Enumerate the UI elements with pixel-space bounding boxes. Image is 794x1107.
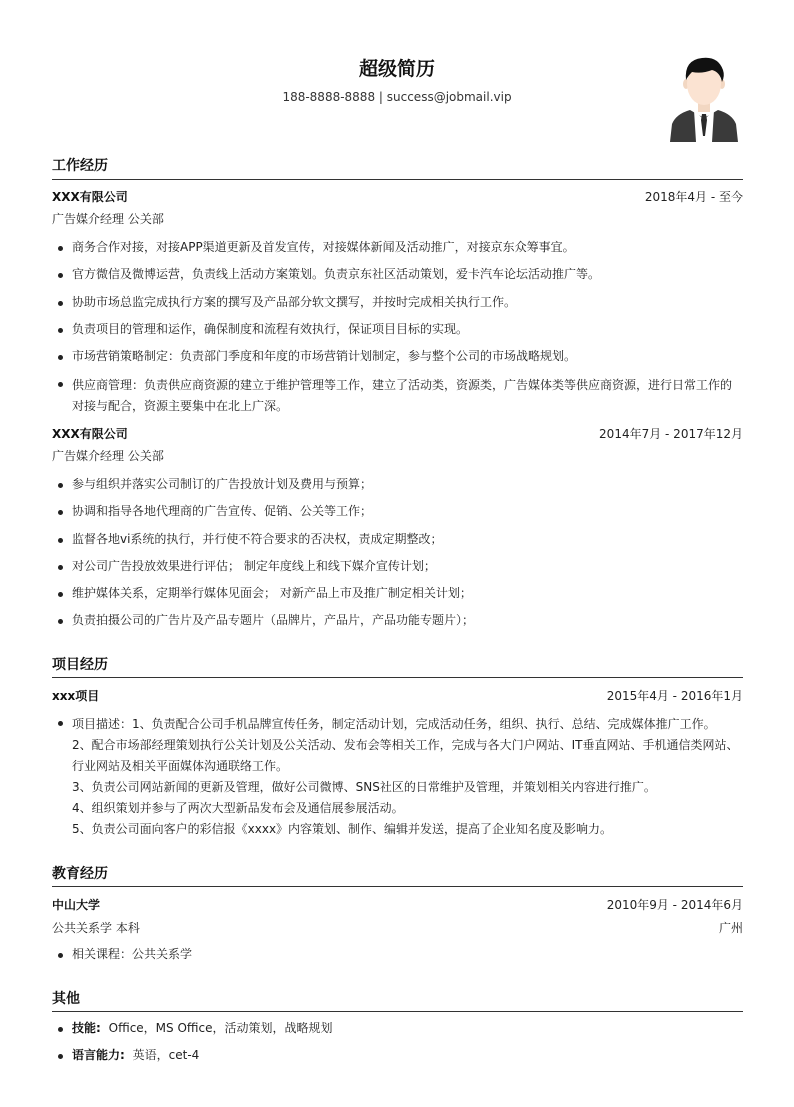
- company-name: XXX有限公司: [52, 427, 128, 441]
- list-item: 相关课程：公共关系学: [52, 946, 743, 963]
- language-value: 英语，cet-4: [132, 1048, 200, 1063]
- section-divider: [52, 1011, 743, 1012]
- section-title-project: 项目经历: [52, 657, 108, 673]
- project-line: 2、配合市场部经理策划执行公关计划及公关活动、发布会等相关工作，完成与各大门户网站、IT垂直网站、手机通信类网站、行业网站及相关平面媒体沟通联络工作。: [72, 738, 739, 773]
- list-item: 负责拍摄公司的广告片及产品专题片（品牌片，产品片，产品功能专题片）；: [52, 612, 743, 629]
- list-item: 参与组织并落实公司制订的广告投放计划及费用与预算；: [52, 476, 743, 493]
- job-bullets: [52, 476, 743, 640]
- project-line: 5、负责公司面向客户的彩信报《xxxx》内容策划、制作、编辑并发送，提高了企业知名度及影响力。: [72, 822, 613, 836]
- list-item: [52, 714, 743, 840]
- project-date: 2015年4月 - 2016年1月: [606, 689, 743, 703]
- list-item: 商务合作对接，对接APP渠道更新及首发宣传，对接媒体新闻及活动推广，对接京东众筹事宜。: [52, 239, 743, 256]
- list-item: 负责项目的管理和运作，确保制度和流程有效执行，保证项目目标的实现。: [52, 321, 743, 338]
- list-item: 供应商管理：负责供应商资源的建立于维护管理等工作，建立了活动类，资源类，广告媒体类等供应商资源，进行日常工作的对接与配合，资源主要集中在北上广深。: [52, 375, 743, 417]
- list-item: 协助市场总监完成执行方案的撰写及产品部分软文撰写，并按时完成相关执行工作。: [52, 294, 743, 311]
- company-name: XXX有限公司: [52, 190, 128, 204]
- job-date: 2014年7月 - 2017年12月: [599, 427, 743, 441]
- section-divider: [52, 886, 743, 887]
- skills-value: Office，MS Office，活动策划，战略规划: [108, 1021, 333, 1035]
- education-date: 2010年9月 - 2014年6月: [606, 898, 743, 912]
- resume-name: 超级简历: [358, 58, 435, 80]
- project-line: 3、负责公司网站新闻的更新及管理，做好公司微博、SNS社区的日常维护及管理，并策划相关内容进行推广。: [72, 780, 656, 794]
- contact-info: 188-8888-8888 | success@jobmail.vip: [282, 90, 512, 104]
- project-description: [52, 714, 743, 840]
- section-divider: [52, 179, 743, 180]
- list-item: 监督各地vi系统的执行，并行使不符合要求的否决权，责成定期整改；: [52, 531, 743, 548]
- project-line: 4、组织策划并参与了两次大型新品发布会及通信展参展活动。: [72, 801, 404, 815]
- section-title-other: 其他: [52, 991, 80, 1007]
- list-item: 维护媒体关系，定期举行媒体见面会； 对新产品上市及推广制定相关计划；: [52, 585, 743, 602]
- other-list: [52, 1020, 743, 1075]
- role-text: 广告媒介经理 公关部: [52, 212, 164, 226]
- list-item-language: [52, 1047, 743, 1064]
- project-name: xxx项目: [52, 689, 100, 703]
- role-text: 广告媒介经理 公关部: [52, 449, 164, 463]
- list-item: 市场营销策略制定：负责部门季度和年度的市场营销计划制定，参与整个公司的市场战略规划。: [52, 348, 743, 365]
- section-title-work: 工作经历: [52, 158, 108, 174]
- education-bullets: [52, 946, 743, 973]
- job-date: 2018年4月 - 至今: [644, 190, 743, 204]
- avatar: [668, 54, 740, 142]
- major-text: 公共关系学 本科: [52, 921, 140, 935]
- skills-label: 技能:: [72, 1021, 101, 1035]
- list-item: 协调和指导各地代理商的广告宣传、促销、公关等工作；: [52, 503, 743, 520]
- school-name: 中山大学: [52, 898, 101, 912]
- section-title-education: 教育经历: [52, 866, 108, 882]
- list-item: 对公司广告投放效果进行评估； 制定年度线上和线下媒介宣传计划；: [52, 558, 743, 575]
- city-text: 广州: [718, 921, 743, 935]
- job-bullets: [52, 239, 743, 428]
- section-divider: [52, 677, 743, 678]
- list-item-skills: [52, 1020, 743, 1037]
- list-item: 官方微信及微博运营，负责线上活动方案策划。负责京东社区活动策划，爱卡汽车论坛活动推广等。: [52, 266, 743, 283]
- language-label: 语言能力:: [72, 1048, 125, 1063]
- project-line: 项目描述：1、负责配合公司手机品牌宣传任务，制定活动计划，完成活动任务，组织、执行、总结、完成媒体推广工作。: [72, 717, 716, 731]
